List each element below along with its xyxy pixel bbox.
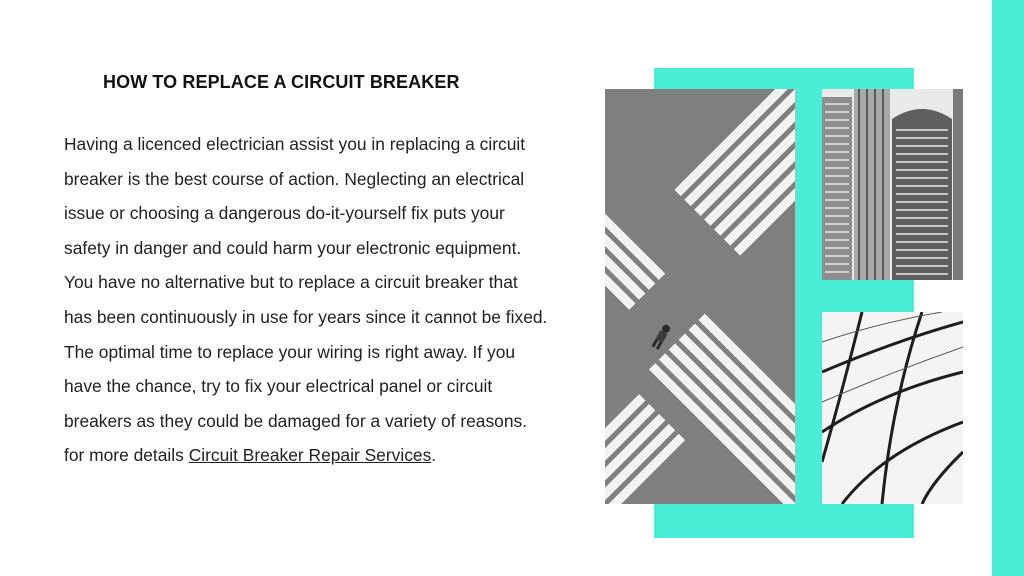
details-suffix: . <box>431 445 437 466</box>
paragraph-line: has been continuously in use for years since it cannot be fixed. <box>64 306 548 327</box>
paragraph-line: breakers as they could be damaged for a variety of reasons. <box>64 410 528 431</box>
paragraph-line: safety in danger and could harm your electronic equipment. <box>64 237 522 258</box>
skyscraper-photo <box>822 89 963 280</box>
paragraph-line: have the chance, try to fix your electrical panel or circuit <box>64 376 493 397</box>
towers-image <box>822 89 963 280</box>
paragraph-line: breaker is the best course of action. Neglecting an electrical <box>64 168 525 189</box>
details-line <box>64 438 604 473</box>
circuit-breaker-repair-link[interactable]: Circuit Breaker Repair Services <box>188 445 432 466</box>
body-paragraph <box>64 127 604 473</box>
paragraph-line: Having a licenced electrician assist you in replacing a circuit <box>64 134 526 154</box>
slide-title: HOW TO REPLACE A CIRCUIT BREAKER <box>103 72 460 92</box>
glass-roof-photo <box>822 312 963 504</box>
paragraph-line: The optimal time to replace your wiring is right away. If you <box>64 341 516 362</box>
crosswalk-image <box>605 89 795 504</box>
details-prefix: for more details <box>64 445 189 466</box>
glass-image <box>822 312 963 504</box>
accent-edge-strip <box>992 0 1024 576</box>
paragraph-line: issue or choosing a dangerous do-it-yourself fix puts your <box>64 203 505 224</box>
crosswalk-aerial-photo <box>605 89 795 504</box>
paragraph-line: You have no alternative but to replace a circuit breaker that <box>64 272 518 293</box>
